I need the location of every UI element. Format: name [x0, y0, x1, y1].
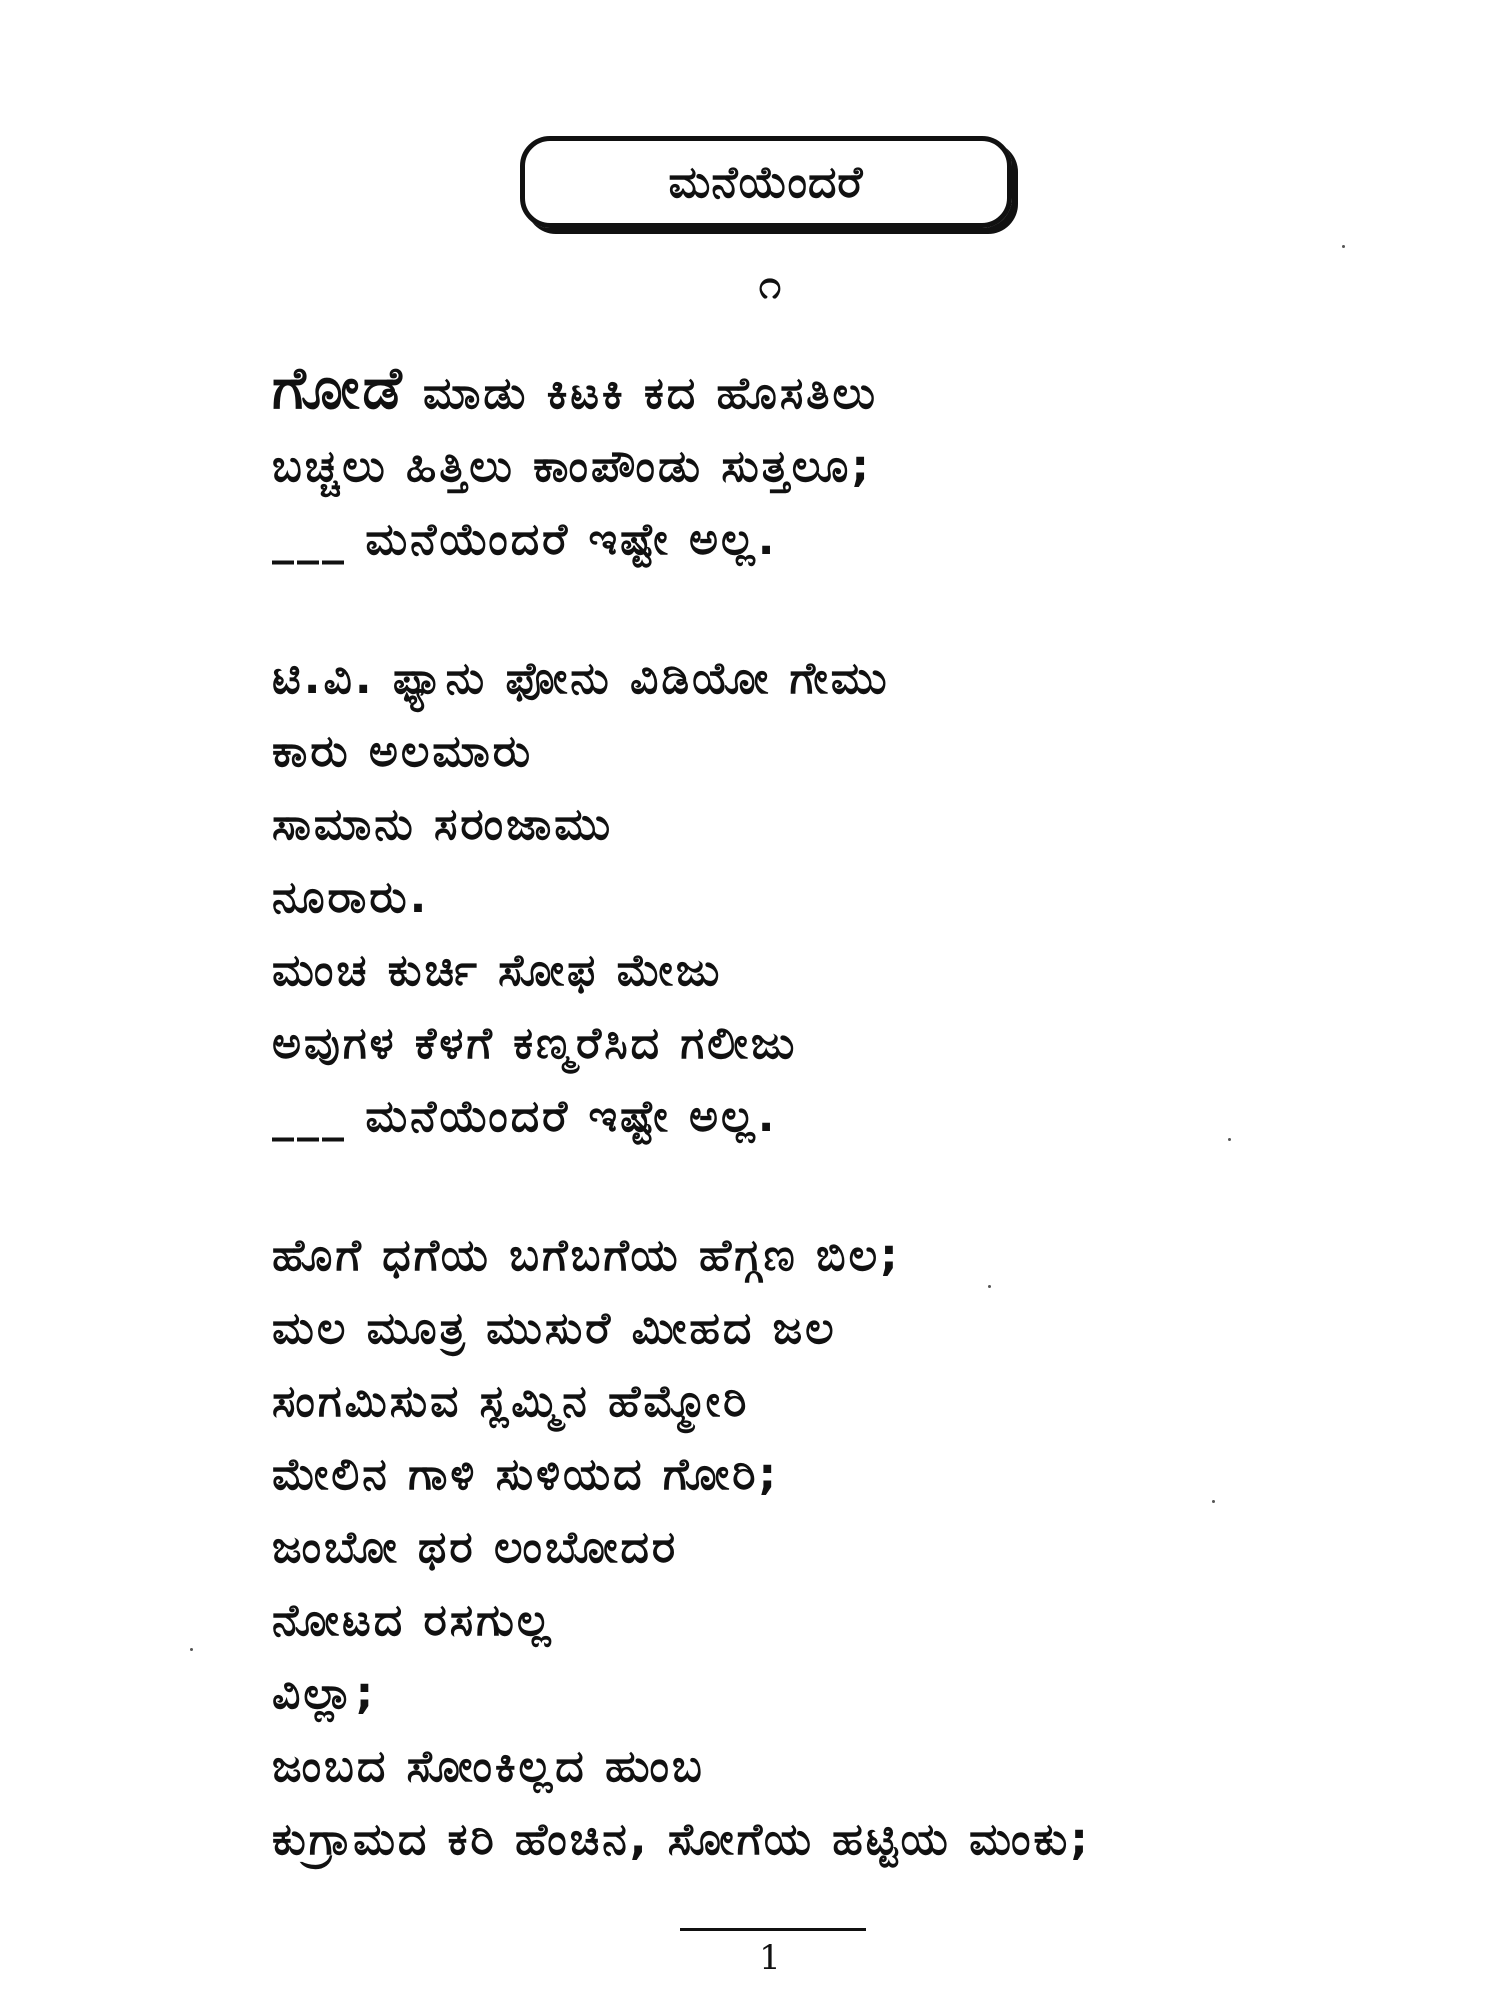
poem-line: ಮೇಲಿನ ಗಾಳಿ ಸುಳಿಯದ ಗೋರಿ;	[272, 1449, 780, 1500]
poem-line: ಟಿ.ವಿ. ಫ್ಯಾನು ಫೋನು ವಿಡಿಯೋ ಗೇಮು	[272, 653, 890, 704]
scan-speck	[1212, 1500, 1215, 1503]
scan-speck	[1342, 245, 1345, 248]
poem-line: ಸಂಗಮಿಸುವ ಸ್ಲಮ್ಮಿನ ಹೆಮ್ಮೋರಿ	[272, 1376, 750, 1427]
poem-line: ಅವುಗಳ ಕೆಳಗೆ ಕಣ್ಮರೆಸಿದ ಗಲೀಜು	[272, 1018, 798, 1069]
poem-line: ಸಾಮಾನು ಸರಂಜಾಮು	[272, 799, 614, 850]
scan-speck	[190, 1648, 193, 1651]
poem-line: ಕುಗ್ರಾಮದ ಕರಿ ಹೆಂಚಿನ, ಸೋಗೆಯ ಹಟ್ಟಿಯ ಮಂಕು;	[272, 1814, 1091, 1865]
poem-line: ಬಚ್ಚಲು ಹಿತ್ತಿಲು ಕಾಂಪೌಂಡು ಸುತ್ತಲೂ;	[272, 441, 872, 492]
stanza-1	[272, 352, 1272, 576]
page-number: 1	[759, 1938, 781, 1978]
title-box	[520, 136, 1012, 228]
poem-line: ___ ಮನೆಯೆಂದರೆ ಇಷ್ಟೇ ಅಲ್ಲ.	[272, 514, 778, 565]
poem-line: ಜಂಬೋ ಥರ ಲಂಬೋದರ	[272, 1522, 679, 1573]
poem-line: ___ ಮನೆಯೆಂದರೆ ಇಷ್ಟೇ ಅಲ್ಲ.	[272, 1091, 778, 1142]
poem-line: ಜಂಬದ ಸೋಂಕಿಲ್ಲದ ಹುಂಬ	[272, 1741, 705, 1792]
poem-line: ಮಂಚ ಕುರ್ಚಿ ಸೋಫ ಮೇಜು	[272, 945, 723, 996]
poem-title: ಮನೆಯೆಂದರೆ	[668, 156, 864, 208]
poem-line: ಹೊಗೆ ಧಗೆಯ ಬಗೆಬಗೆಯ ಹೆಗ್ಗಣ ಬಿಲ;	[272, 1230, 901, 1281]
drop-cap-word: ಗೋಡೆ	[272, 354, 405, 422]
line-remainder: ಮಾಡು ಕಿಟಕಿ ಕದ ಹೊಸತಿಲು	[404, 368, 879, 419]
footer-rule	[680, 1928, 866, 1931]
section-number: ೧	[758, 262, 782, 308]
poem-body	[272, 352, 1272, 1942]
poem-line: ನೋಟದ ರಸಗುಲ್ಲ	[272, 1595, 554, 1646]
poem-line: ನೂರಾರು.	[272, 872, 430, 923]
poem-line: ಕಾರು ಅಲಮಾರು	[272, 726, 534, 777]
stanza-2	[272, 642, 1272, 1153]
stanza-3	[272, 1219, 1272, 1876]
scan-speck	[988, 1285, 991, 1288]
poem-line: ವಿಲ್ಲಾ;	[272, 1668, 377, 1719]
poem-line: ಮಲ ಮೂತ್ರ ಮುಸುರೆ ಮೀಹದ ಜಲ	[272, 1303, 837, 1354]
poem-line	[272, 352, 1272, 430]
scan-speck	[1228, 1138, 1231, 1141]
